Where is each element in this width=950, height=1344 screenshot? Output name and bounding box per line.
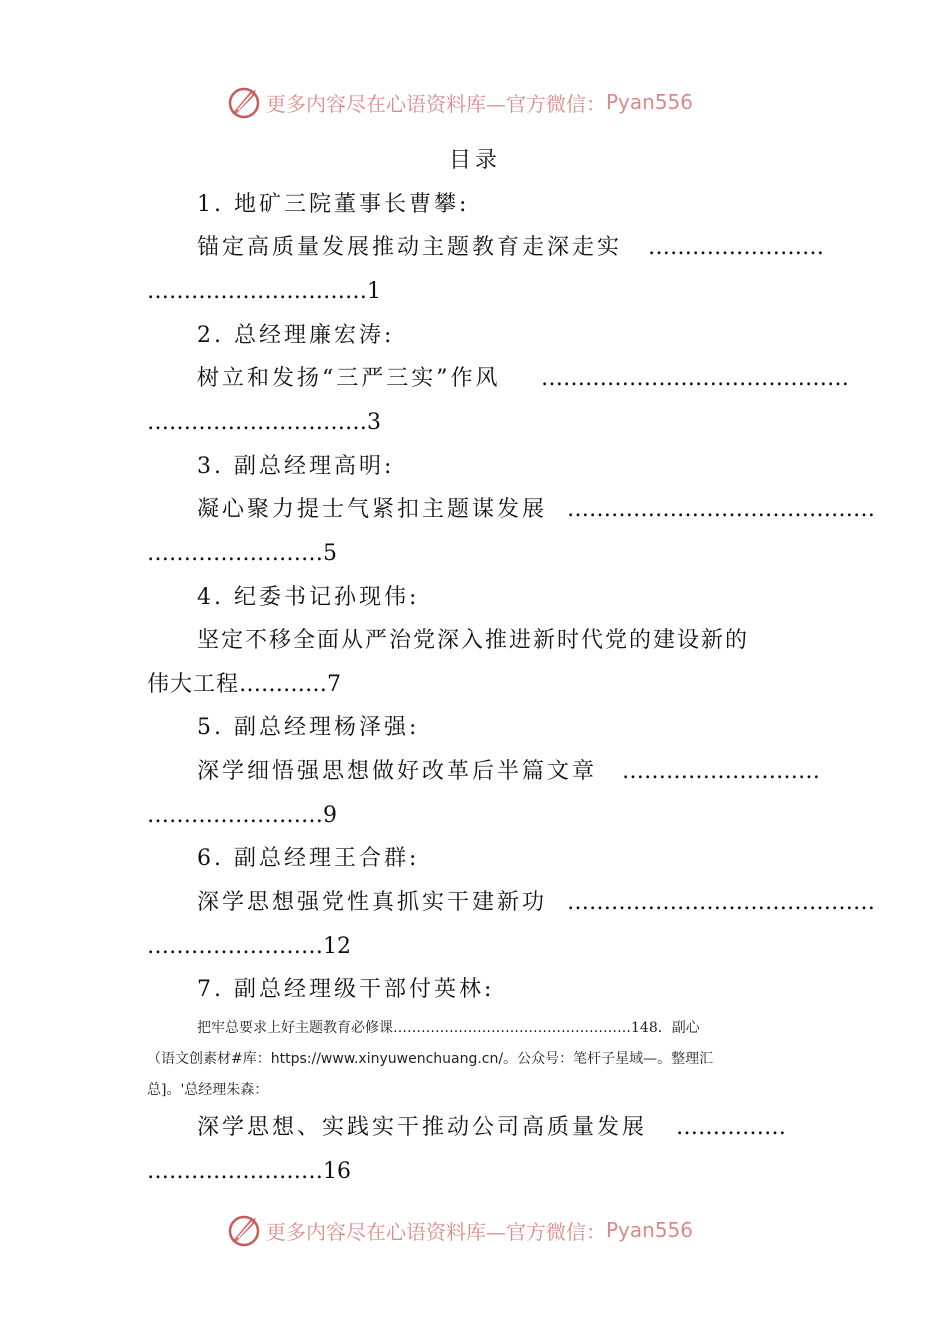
toc-entry-7-heading: 7. 副总经理级干部付英林: (197, 977, 495, 1002)
toc-entry-2-leader-cont: …………………………3 (147, 410, 381, 435)
toc-entry-8-title: 深学思想、实践实干推动公司高质量发展 (197, 1115, 648, 1140)
quill-pen-logo-icon (226, 84, 262, 120)
toc-entry-1-page: 1 (367, 279, 381, 304)
banner-wechat-id: Pyan556 (606, 90, 694, 114)
toc-entry-5-heading: 5. 副总经理杨泽强: (197, 715, 420, 740)
toc-entry-6-leader-cont: ……………………12 (147, 934, 351, 959)
quill-pen-logo-icon (226, 1212, 262, 1248)
toc-entry-3-title: 凝心聚力提士气紧扣主题谋发展 (197, 497, 548, 522)
toc-entry-1-leader: …………………… (648, 235, 824, 260)
source-url-text: https://www.xinyuwenchuang.cn/ (270, 1051, 504, 1067)
toc-entry-8-leader-cont: ……………………16 (147, 1159, 351, 1184)
toc-entry-5-page: 9 (323, 803, 337, 828)
toc-entry-6-page: 12 (323, 934, 351, 959)
toc-entry-4-title-cont: 伟大工程…………7 (147, 672, 343, 697)
toc-entry-5-leader: ……………………… (622, 759, 820, 784)
toc-entry-2-heading: 2. 总经理廉宏涛: (197, 323, 395, 348)
toc-entry-3-heading: 3. 副总经理高明: (197, 454, 395, 479)
toc-entry-1-heading: 1. 地矿三院董事长曹攀: (197, 192, 470, 217)
banner-text: 更多内容尽在心语资料库—官方微信： (266, 1219, 606, 1244)
toc-entry-4-title: 坚定不移全面从严治党深入推进新时代党的建设新的 (197, 628, 750, 653)
toc-entry-3-leader-cont: ……………………5 (147, 541, 337, 566)
toc-entry-1-leader-cont: …………………………1 (147, 279, 381, 304)
toc-garbled-line-3: 总]。'总经理朱森： (147, 1082, 269, 1098)
toc-entry-2-page: 3 (367, 410, 381, 435)
banner-wechat-id: Pyan556 (606, 1218, 694, 1242)
toc-entry-4-heading: 4. 纪委书记孙现伟: (197, 585, 420, 610)
toc-entry-5-title: 深学细悟强思想做好改革后半篇文章 (197, 759, 598, 784)
toc-title: 目录 (448, 148, 501, 173)
header-watermark-banner (226, 82, 746, 122)
toc-entry-6-heading: 6. 副总经理王合群: (197, 846, 420, 871)
footer-watermark-banner (226, 1210, 746, 1250)
toc-entry-3-leader: …………………………………… (567, 497, 875, 522)
toc-entry-5-leader-cont: ……………………9 (147, 803, 337, 828)
toc-garbled-line-2: （语文创素材#库：https://www.xinyuwenchuang.cn/。公众号：笔杆子星域—。整理汇 (147, 1051, 714, 1067)
toc-entry-4-page: 7 (327, 672, 343, 697)
toc-entry-2-leader: …………………………………… (541, 366, 849, 391)
toc-entry-6-title: 深学思想强党性真抓实干建新功 (197, 890, 548, 915)
toc-garbled-line-1: 把牢总要求上好主题教育必修课……………………………………………148．副心 (197, 1020, 700, 1036)
toc-entry-1-title: 锚定高质量发展推动主题教育走深走实 (197, 235, 623, 260)
toc-entry-3-page: 5 (323, 541, 337, 566)
banner-text: 更多内容尽在心语资料库—官方微信： (266, 91, 606, 116)
toc-entry-8-leader: …………… (676, 1115, 786, 1140)
toc-entry-6-leader: …………………………………… (567, 890, 875, 915)
toc-entry-2-title: 树立和发扬“三严三实”作风 (197, 366, 501, 391)
toc-entry-8-page: 16 (323, 1159, 351, 1184)
